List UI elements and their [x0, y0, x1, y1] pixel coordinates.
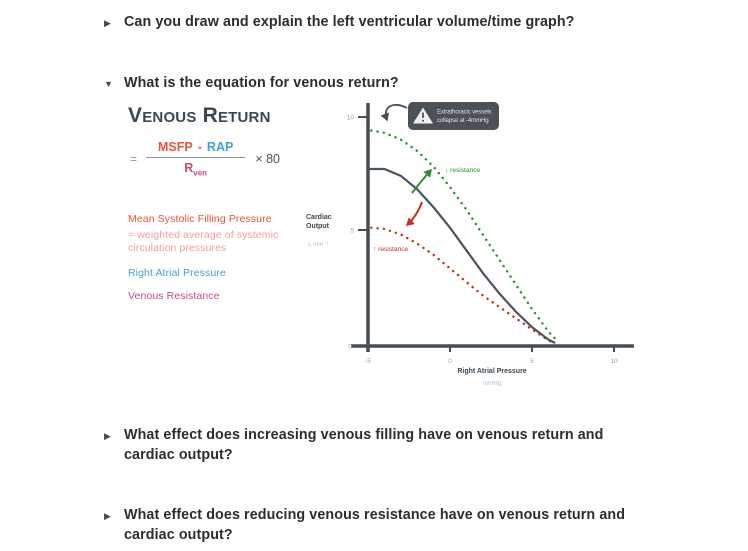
green-up-arrow-icon	[412, 170, 431, 193]
rap-term: RAP	[206, 140, 234, 154]
question-text: What effect does increasing venous filling have on venous return and cardiac output?	[124, 427, 604, 463]
legend-msfp-description: = weighted average of systemic circulation pressures	[128, 229, 279, 254]
question-text: What effect does reducing venous resistance have on venous return and cardiac output?	[124, 507, 626, 543]
msfp-term: MSFP	[158, 140, 193, 154]
y-axis-unit: L min⁻¹	[308, 241, 329, 248]
rven-term: $R_{ven}$	[184, 161, 208, 178]
toggle-row-lv-volume-graph[interactable]	[104, 13, 575, 34]
y-axis-title-line2: Output	[306, 223, 329, 230]
venous-return-diagram-image[interactable]	[128, 98, 642, 394]
minus-sign: -	[197, 140, 202, 154]
legend-msfp: Mean Systolic Filling Pressure	[128, 213, 272, 225]
equals-sign: =	[130, 151, 138, 166]
collapse-arrow-icon[interactable]: ▶	[104, 511, 111, 521]
label-decreased-resistance: ↓ resistance	[445, 167, 481, 174]
question-text: Can you draw and explain the left ventricular volume/time graph?	[124, 14, 575, 30]
toggle-row-venous-filling-effect[interactable]	[104, 426, 636, 465]
x-tick-label: 5	[530, 358, 534, 365]
x-tick-label: -5	[365, 358, 371, 365]
x-tick-label: 10	[610, 358, 618, 365]
x-axis-title: Right Atrial Pressure	[457, 368, 527, 375]
venous-return-equation	[130, 140, 280, 178]
toggle-row-venous-return-equation[interactable]	[104, 74, 399, 95]
y-tick-label: 0	[348, 343, 352, 351]
callout-line-2: collapse at -4mmHg	[437, 117, 489, 124]
toggle-row-venous-resistance-effect[interactable]	[104, 506, 636, 545]
label-increased-resistance: ↑ resistance	[373, 246, 409, 253]
diagram-title: Venous Return	[128, 104, 271, 127]
red-down-arrow-icon	[407, 202, 422, 225]
question-text: What is the equation for venous return?	[124, 75, 399, 91]
legend-venous-resistance: Venous Resistance	[128, 290, 220, 302]
collapse-arrow-icon[interactable]: ▶	[104, 431, 111, 441]
times-80: × 80	[255, 151, 281, 166]
venous-return-graph	[296, 100, 640, 394]
x-axis-unit: mmHg	[482, 380, 502, 387]
curve-normal-venous-return	[368, 169, 555, 343]
x-tick-label: 0	[448, 358, 452, 365]
expand-arrow-icon[interactable]: ▼	[104, 79, 113, 89]
callout-pointer-arrow-icon	[386, 105, 407, 120]
y-axis-title-line1: Cardiac	[306, 214, 332, 221]
legend-rap: Right Atrial Pressure	[128, 267, 226, 279]
y-tick-label: 10	[346, 114, 354, 122]
collapse-arrow-icon[interactable]: ▶	[104, 18, 111, 28]
curve-decreased-resistance	[371, 131, 558, 342]
y-tick-label: 5	[350, 227, 354, 235]
callout-line-1: Extrathoracic vessels	[437, 108, 492, 116]
collapse-warning-callout	[408, 102, 499, 130]
equation-fraction	[146, 140, 245, 178]
